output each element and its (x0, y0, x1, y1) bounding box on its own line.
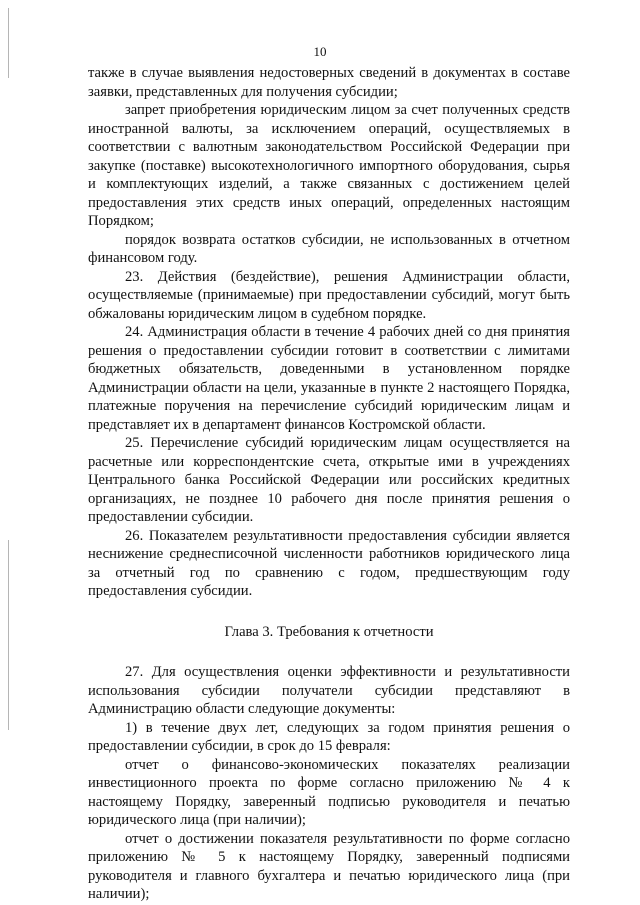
chapter-heading: Глава 3. Требования к отчетности (224, 623, 434, 640)
paragraph: 24. Администрация области в течение 4 рабочих дней со дня принятия решения о предоставлении субсидии готовит в соответствии с лимитами бюджетных обязательств, доведенными в установленном порядке Администрации области на цели, указанные в пункте 2 настоящего Порядка, платежные поручения на перечисление субсидий юридическим лицам и представляет их в департамент финансов Костромской области. (88, 324, 570, 433)
scan-margin-line-top (8, 8, 9, 78)
document-body (88, 64, 570, 904)
paragraph: 1) в течение двух лет, следующих за годом принятия решения о предоставлении субсидии, в срок до 15 февраля: (88, 719, 570, 754)
paragraph: отчет о финансово-экономических показателях реализации инвестиционного проекта по форме согласно приложению № 4 к настоящему Порядку, заверенный подписью руководителя и печатью юридического лица (при наличии); (88, 756, 570, 828)
paragraph: запрет приобретения юридическим лицом за счет полученных средств иностранной валюты, за исключением операций, осуществляемых в соответствии с валютным законодательством Российской Федерации при закупке (поставке) высокотехнологичного импортного оборудования, сырья и комплектующих изделий, а также связанных с достижением целей предоставления этих средств иных операций, определенных настоящим Порядком; (88, 102, 570, 229)
page-number: 10 (313, 44, 327, 59)
paragraph: 27. Для осуществления оценки эффективности и результативности использования субсидии получатели субсидии представляют в Администрацию области следующие документы: (88, 664, 570, 717)
paragraph: 26. Показателем результативности предоставления субсидии является неснижение среднесписочной численности работников юридического лица за отчетный год по сравнению с годом, предшествующим году предоставления субсидии. (88, 527, 570, 599)
paragraph: 25. Перечисление субсидий юридическим лицам осуществляется на расчетные или корреспондентские счета, открытые ими в учреждениях Центрального банка Российской Федерации или российских кредитных организациях, не позднее 10 рабочего дня после принятия решения о предоставлении субсидии. (88, 435, 570, 525)
paragraph: порядок возврата остатков субсидии, не использованных в отчетном финансовом году. (88, 231, 570, 266)
paragraph: 23. Действия (бездействие), решения Администрации области, осуществляемые (принимаемые) при предоставлении субсидий, могут быть обжалованы юридическим лицом в судебном порядке. (88, 268, 570, 322)
scan-margin-line-bottom (8, 540, 9, 730)
paragraph: также в случае выявления недостоверных сведений в документах в составе заявки, представленных для получения субсидии; (88, 65, 570, 100)
paragraph: отчет о достижении показателя результативности по форме согласно приложению № 5 к настоящему Порядку, заверенный подписями руководителя и главного бухгалтера и печатью юридического лица (при наличии); (88, 830, 570, 902)
